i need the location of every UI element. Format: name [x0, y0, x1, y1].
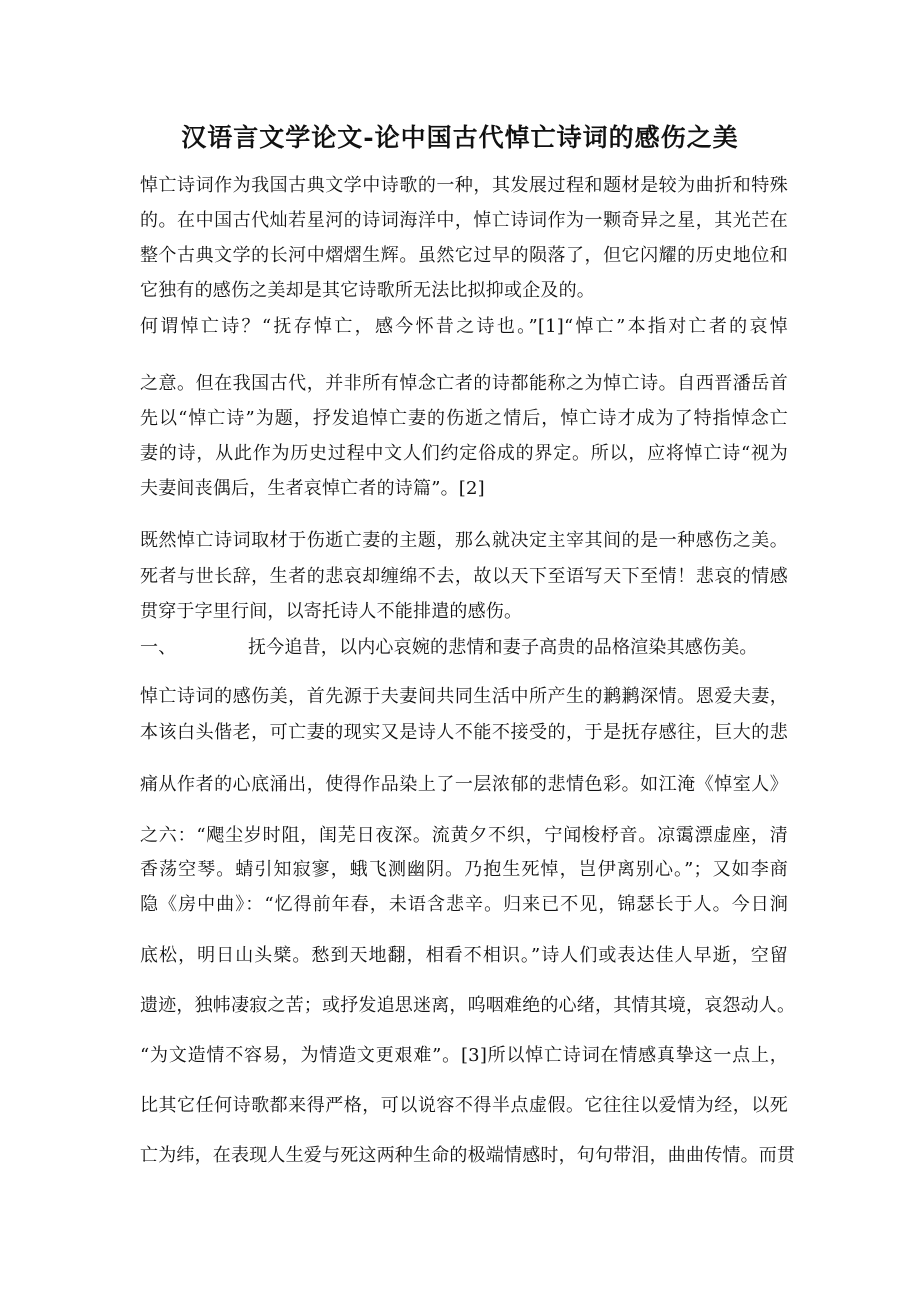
- text-line: 香荡空琴。蜻引知寂寥，蛾飞测幽阴。乃抱生死悼，岂伊离别心。”；又如李商: [140, 859, 788, 880]
- text-line: 何谓悼亡诗？“抚存悼亡，感今怀昔之诗也。”[1]“悼亡”本指对亡者的哀悼: [140, 316, 788, 337]
- text-line: 之意。但在我国古代，并非所有悼念亡者的诗都能称之为悼亡诗。自西晋潘岳首: [140, 373, 788, 394]
- text-line: 它独有的感伤之美却是其它诗歌所无法比拟抑或企及的。: [140, 280, 595, 301]
- text-line: 的。在中国古代灿若星河的诗词海洋中，悼亡诗词作为一颗奇异之星，其光芒在: [140, 210, 788, 231]
- text-line: 亡为纬，在表现人生爱与死这两种生命的极端情感时，句句带泪，曲曲传情。而贯: [140, 1145, 796, 1166]
- text-line: 整个古典文学的长河中熠熠生辉。虽然它过早的陨落了，但它闪耀的历史地位和: [140, 245, 788, 266]
- section-heading: [140, 635, 758, 661]
- text-line: 本该白头偕老，可亡妻的现实又是诗人不能不接受的，于是抚存感往，巨大的悲: [140, 722, 788, 743]
- section-title: 抚今追昔，以内心哀婉的悲情和妻子高贵的品格渲染其感伤美。: [248, 637, 758, 658]
- text-line: 遗迹，独帏凄寂之苦；或抒发追思迷离，呜咽难绝的心绪，其情其境，哀怨动人。: [140, 995, 796, 1016]
- text-line: “为文造情不容易，为情造文更艰难”。[3]所以悼亡诗词在情感真挚这一点上，: [140, 1045, 788, 1066]
- text-line: 比其它任何诗歌都来得严格，可以说容不得半点虚假。它往往以爱情为经，以死: [140, 1095, 788, 1116]
- text-line: 之六：“飔尘岁时阻，闺芜日夜深。流黄夕不织，宁闻梭杼音。凉霭漂虚座，清: [140, 825, 788, 846]
- text-line: 底松，明日山头檗。愁到天地翻，相看不相识。”诗人们或表达佳人早逝，空留: [140, 945, 788, 966]
- text-line: 贯穿于字里行间，以寄托诗人不能排遣的感伤。: [140, 601, 523, 622]
- text-line: 死者与世长辞，生者的悲哀却缠绵不去，故以天下至语写天下至情！悲哀的情感: [140, 566, 788, 587]
- text-line: 隐《房中曲》：“忆得前年春，未语含悲辛。归来已不见，锦瑟长于人。今日涧: [140, 894, 788, 915]
- text-line: 悼亡诗词作为我国古典文学中诗歌的一种，其发展过程和题材是较为曲折和特殊: [140, 175, 788, 196]
- text-line: 悼亡诗词的感伤美，首先源于夫妻间共同生活中所产生的鹣鹣深情。恩爱夫妻，: [140, 686, 788, 707]
- text-line: 妻的诗，从此作为历史过程中文人们约定俗成的界定。所以，应将悼亡诗“视为: [140, 443, 788, 464]
- text-line: 痛从作者的心底涌出，使得作品染上了一层浓郁的悲情色彩。如江淹《悼室人》: [140, 774, 788, 795]
- text-line: 先以“悼亡诗”为题，抒发追悼亡妻的伤逝之情后，悼亡诗才成为了特指悼念亡: [140, 408, 788, 429]
- page-title: 汉语言文学论文-论中国古代悼亡诗词的感伤之美: [181, 123, 739, 152]
- text-line: 既然悼亡诗词取材于伤逝亡妻的主题，那么就决定主宰其间的是一种感伤之美。: [140, 530, 788, 551]
- section-number: 一、: [140, 637, 177, 658]
- text-line: 夫妻间丧偶后，生者哀悼亡者的诗篇”。[2]: [140, 478, 485, 499]
